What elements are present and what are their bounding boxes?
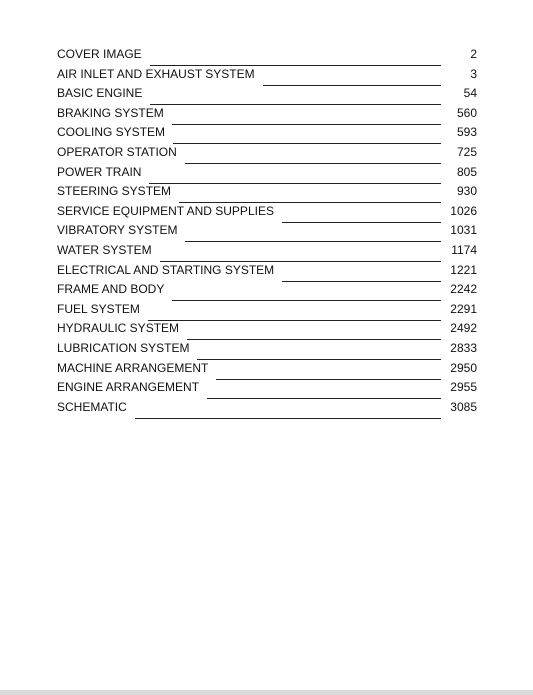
toc-leader-line bbox=[282, 205, 441, 223]
toc-leader-line bbox=[185, 224, 441, 242]
toc-entry-page: 805 bbox=[456, 164, 477, 179]
toc-entry-machine-arrangement[interactable] bbox=[57, 360, 477, 380]
toc-leader-line bbox=[187, 322, 441, 340]
toc-entry-hydraulic-system[interactable] bbox=[57, 320, 477, 340]
toc-entry-title: SCHEMATIC bbox=[57, 399, 127, 414]
toc-entry-water-system[interactable] bbox=[57, 242, 477, 262]
toc-entry-title: ELECTRICAL AND STARTING SYSTEM bbox=[57, 262, 275, 277]
toc-entry-page: 1026 bbox=[450, 203, 477, 218]
toc-entry-page: 3 bbox=[470, 66, 477, 81]
table-of-contents bbox=[57, 46, 477, 418]
toc-entry-title: STEERING SYSTEM bbox=[57, 184, 172, 199]
toc-entry-frame-and-body[interactable] bbox=[57, 281, 477, 301]
toc-entry-schematic[interactable] bbox=[57, 399, 477, 419]
toc-entry-title: COVER IMAGE bbox=[57, 47, 142, 61]
toc-entry-page: 54 bbox=[463, 86, 477, 101]
toc-entry-service-equipment-and-supplies[interactable] bbox=[57, 203, 477, 223]
toc-leader-line bbox=[197, 342, 441, 360]
toc-entry-title: BASIC ENGINE bbox=[57, 86, 143, 101]
toc-leader-line bbox=[172, 107, 441, 125]
toc-entry-page: 725 bbox=[456, 144, 477, 159]
toc-leader-line bbox=[207, 381, 441, 399]
toc-entry-page: 930 bbox=[456, 184, 477, 199]
toc-entry-page: 2242 bbox=[450, 282, 477, 297]
toc-entry-page: 2492 bbox=[450, 321, 477, 336]
toc-entry-page: 1174 bbox=[451, 242, 477, 257]
toc-entry-title: BRAKING SYSTEM bbox=[57, 105, 164, 120]
toc-entry-page: 2950 bbox=[450, 360, 477, 375]
toc-entry-page: 2291 bbox=[450, 301, 477, 316]
toc-entry-braking-system[interactable] bbox=[57, 105, 477, 125]
toc-entry-title: COOLING SYSTEM bbox=[57, 125, 166, 140]
toc-leader-line bbox=[150, 87, 441, 105]
toc-leader-line bbox=[263, 68, 441, 86]
toc-entry-cooling-system[interactable] bbox=[57, 124, 477, 144]
toc-entry-electrical-and-starting-system[interactable] bbox=[57, 262, 477, 282]
toc-entry-title: FRAME AND BODY bbox=[57, 282, 165, 297]
toc-leader-line bbox=[185, 146, 441, 164]
toc-leader-line bbox=[282, 264, 441, 282]
toc-entry-title: FUEL SYSTEM bbox=[57, 301, 140, 316]
toc-leader-line bbox=[216, 362, 441, 380]
toc-entry-operator-station[interactable] bbox=[57, 144, 477, 164]
toc-entry-title: MACHINE ARRANGEMENT bbox=[57, 360, 209, 375]
toc-entry-page: 2955 bbox=[450, 380, 477, 395]
toc-entry-title: VIBRATORY SYSTEM bbox=[57, 223, 178, 238]
toc-entry-power-train[interactable] bbox=[57, 164, 477, 184]
toc-entry-title: AIR INLET AND EXHAUST SYSTEM bbox=[57, 66, 255, 81]
toc-leader-line bbox=[148, 303, 441, 321]
toc-entry-fuel-system[interactable] bbox=[57, 301, 477, 321]
toc-entry-basic-engine[interactable] bbox=[57, 85, 477, 105]
toc-entry-vibratory-system[interactable] bbox=[57, 222, 477, 242]
toc-leader-line bbox=[160, 244, 441, 262]
toc-entry-steering-system[interactable] bbox=[57, 183, 477, 203]
toc-entry-title: ENGINE ARRANGEMENT bbox=[57, 380, 200, 395]
toc-leader-line bbox=[173, 126, 441, 144]
toc-entry-page: 1031 bbox=[450, 223, 477, 238]
toc-entry-page: 1221 bbox=[450, 262, 477, 277]
toc-entry-page: 560 bbox=[456, 105, 477, 120]
toc-entry-title: WATER SYSTEM bbox=[57, 242, 152, 257]
toc-entry-title: POWER TRAIN bbox=[57, 164, 142, 179]
toc-entry-title: SERVICE EQUIPMENT AND SUPPLIES bbox=[57, 203, 274, 218]
toc-entry-title: HYDRAULIC SYSTEM bbox=[57, 321, 180, 336]
toc-entry-page: 3085 bbox=[450, 399, 477, 414]
toc-entry-air-inlet-and-exhaust-system[interactable] bbox=[57, 66, 477, 86]
toc-leader-line bbox=[135, 401, 441, 419]
toc-entry-title: LUBRICATION SYSTEM bbox=[57, 340, 190, 355]
toc-leader-line bbox=[179, 185, 441, 203]
toc-entry-lubrication-system[interactable] bbox=[57, 340, 477, 360]
toc-entry-page: 2 bbox=[470, 47, 477, 61]
toc-entry-page: 2833 bbox=[450, 340, 477, 355]
toc-entry-engine-arrangement[interactable] bbox=[57, 379, 477, 399]
toc-entry-title: OPERATOR STATION bbox=[57, 144, 177, 159]
page-bottom-edge bbox=[0, 690, 533, 695]
toc-leader-line bbox=[149, 166, 441, 184]
toc-entry-cover-image[interactable] bbox=[57, 46, 477, 66]
toc-entry-page: 593 bbox=[456, 125, 477, 140]
toc-leader-line bbox=[172, 283, 441, 301]
toc-leader-line bbox=[150, 48, 441, 66]
